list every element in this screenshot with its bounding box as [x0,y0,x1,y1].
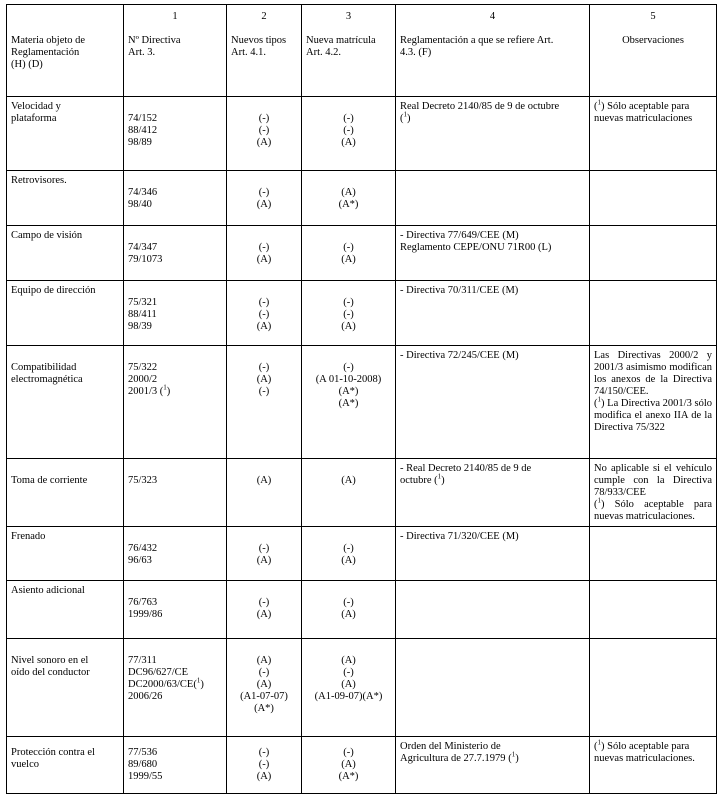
col-number: 1 [172,11,178,22]
matricula-line: (A) [341,137,356,148]
matricula-line: (-) [343,667,354,678]
matricula-line: (A*) [338,199,359,210]
matricula-line: (-) [343,113,354,124]
nuevos-line: (A) [256,254,272,265]
nuevos-tipos-cell [227,226,302,281]
directiva-cell [124,171,227,226]
directiva-cell [124,581,227,639]
observaciones-cell [590,527,717,581]
matricula-line: (-) [343,597,354,608]
nuevos-line: (-) [258,242,270,253]
reglamentacion-line: Agricultura de 27.7.1979 ($^1$) [400,750,519,764]
nuevos-line: (-) [258,386,270,397]
matricula-line: (-) [343,543,354,554]
col-number: 3 [345,11,352,22]
nuevos-line: (A1-07-07)(A*) [240,691,288,714]
nuevos-tipos-cell [227,281,302,346]
matricula-line: (A) [341,475,356,486]
table-row [7,346,717,459]
nueva-matricula-cell [302,346,396,459]
materia-cell [7,459,124,527]
nuevos-tipos-cell [227,171,302,226]
reglamentacion-cell [396,581,590,639]
directiva-cell [124,226,227,281]
header-directiva: 1 Nº Directiva Art. 3. [124,5,227,97]
observaciones-line: ($^1$) Sólo aceptable para [594,98,690,112]
directivas-line: 88/412 [128,125,158,136]
reglamentacion-line: Real Decreto 2140/85 de 9 de octubre [400,101,560,112]
reglamentacion-cell [396,459,590,527]
directivas-line: 75/323 [128,475,158,486]
nueva-matricula-cell [302,527,396,581]
materia-cell [7,581,124,639]
matricula-line: (A) [341,555,356,566]
materia-cell [7,281,124,346]
directiva-cell [124,527,227,581]
nuevos-tipos-cell [227,581,302,639]
table-row [7,226,717,281]
matricula-line: (A) [341,321,356,332]
header-nueva-matricula: 3 Nueva matrícula Art. 4.2. [302,5,396,97]
directivas-line: 98/39 [128,321,152,332]
materia-line: vuelco [11,759,39,770]
table-row [7,737,717,794]
matricula-line: (-) [343,362,354,373]
reglamentacion-cell [396,527,590,581]
observaciones-line: No aplicable si el vehículo cumple con la Directiva 78/933/CEE [594,463,712,498]
header-reglamentacion: 4 Reglamentación a que se refiere Art. 4.3. (F) [396,5,590,97]
directivas-line: 2006/26 [128,691,163,702]
directivas-line: 76/763 [128,597,158,608]
observaciones-line: nuevas matriculaciones [594,113,693,124]
observaciones-cell [590,581,717,639]
matricula-line: (A) [341,254,356,265]
materia-line: Compatibilidad [11,362,77,373]
nuevos-line: (A) [256,475,272,486]
nueva-matricula-cell [302,737,396,794]
table-body [7,97,717,794]
reglamentacion-line: octubre ($^1$) [400,472,445,486]
nuevos-line: (A) [256,374,272,385]
materia-line: Toma de corriente [11,475,88,486]
matricula-line: (-) [343,125,354,136]
matricula-line: (A*) [338,398,359,409]
nueva-matricula-cell [302,171,396,226]
matricula-line: (A 01-10-2008)(A*) [315,374,382,397]
directivas-line: 89/680 [128,759,158,770]
nuevos-tipos-cell [227,527,302,581]
matricula-line: (A) [341,679,356,690]
nuevos-line: (A) [256,321,272,332]
nuevos-line: (A) [256,609,272,620]
reglamentacion-line: - Directiva 70/311/CEE (M) [400,285,519,296]
directivas-line: 76/432 [128,543,158,554]
directivas-line: 98/89 [128,137,152,148]
nuevos-tipos-cell [227,639,302,737]
matricula-line: (-) [343,309,354,320]
reglamentacion-line: - Directiva 72/245/CEE (M) [400,350,519,361]
matricula-line: (A) [341,187,356,198]
nuevos-line: (-) [258,759,270,770]
matricula-line: (-) [343,747,354,758]
directivas-line: DC2000/63/CE($^1$) [128,676,204,690]
observaciones-cell [590,737,717,794]
nuevos-line: (-) [258,543,270,554]
reglamentacion-line: - Directiva 71/320/CEE (M) [400,531,519,542]
table-row [7,171,717,226]
reglamentacion-cell [396,281,590,346]
directivas-line: 75/322 [128,362,158,373]
matricula-line: (A) [341,609,356,620]
col-number: 2 [261,11,267,22]
materia-line: electromagnética [11,374,83,385]
nueva-matricula-cell [302,459,396,527]
nuevos-line: (A) [256,137,272,148]
matricula-line: (-) [343,242,354,253]
materia-line: Protección contra el [11,747,95,758]
reglamentacion-line: Reglamento CEPE/ONU 71R00 (L) [400,242,552,253]
matricula-line: (A) [341,759,356,770]
reglamentacion-cell [396,737,590,794]
header-materia: Materia objeto de Reglamentación (H) (D) [7,5,124,97]
nuevos-tipos-cell [227,97,302,171]
materia-cell [7,171,124,226]
reglamentacion-cell [396,171,590,226]
matricula-line: (A) [341,655,356,666]
directiva-cell [124,459,227,527]
materia-line: Velocidad y [11,101,61,112]
nuevos-line: (-) [258,597,270,608]
regulation-table [6,4,717,794]
nuevos-tipos-cell [227,459,302,527]
materia-cell [7,639,124,737]
materia-cell [7,226,124,281]
materia-line: oído del conductor [11,667,90,678]
directivas-line: 2000/2 [128,374,158,385]
materia-cell [7,97,124,171]
observaciones-line: Las Directivas 2000/2 y 2001/3 asimismo modifican los anexos de la Directiva 74/150/CEE. [594,350,712,397]
col-number: 4 [489,11,496,22]
materia-line: Asiento adicional [11,585,85,596]
directivas-line: 74/347 [128,242,158,253]
observaciones-cell [590,459,717,527]
matricula-line: (A1-09-07)(A*) [314,691,383,702]
reglamentacion-cell [396,226,590,281]
nuevos-tipos-cell [227,737,302,794]
materia-line: Frenado [11,531,46,542]
materia-line: plataforma [11,113,57,124]
reglamentacion-cell [396,346,590,459]
nuevos-line: (-) [258,362,270,373]
directivas-line: 96/63 [128,555,152,566]
directiva-cell [124,97,227,171]
directivas-line: 2001/3 ($^1$) [128,383,171,397]
nueva-matricula-cell [302,639,396,737]
directiva-cell [124,281,227,346]
nuevos-line: (A) [256,555,272,566]
reglamentacion-cell [396,97,590,171]
reglamentacion-line: - Real Decreto 2140/85 de 9 de [400,463,532,474]
directivas-line: 77/536 [128,747,158,758]
reglamentacion-line: ($^1$) [400,110,411,124]
matricula-line: (A*) [338,771,359,782]
nueva-matricula-cell [302,97,396,171]
nuevos-line: (A) [256,199,272,210]
observaciones-line: ($^1$) Sólo aceptable para nuevas matriculaciones. [594,496,712,522]
directivas-line: 79/1073 [128,254,163,265]
directivas-line: 88/411 [128,309,157,320]
observaciones-line: nuevas matriculaciones. [594,753,695,764]
nuevos-line: (-) [258,667,270,678]
materia-line: Retrovisores. [11,175,67,186]
reglamentacion-line: - Directiva 77/649/CEE (M) [400,230,519,241]
materia-cell [7,737,124,794]
nueva-matricula-cell [302,581,396,639]
table-row [7,639,717,737]
nueva-matricula-cell [302,226,396,281]
nuevos-line: (-) [258,187,270,198]
nuevos-line: (A) [256,655,272,666]
nuevos-line: (A) [256,771,272,782]
header-observaciones: 5 Observaciones [590,5,717,97]
observaciones-cell [590,639,717,737]
materia-line: Nivel sonoro en el [11,655,89,666]
nuevos-line: (-) [258,125,270,136]
matricula-line: (-) [343,297,354,308]
nuevos-line: (-) [258,309,270,320]
header-nuevos-tipos: 2 Nuevos tipos Art. 4.1. [227,5,302,97]
materia-cell [7,346,124,459]
directivas-line: 98/40 [128,199,152,210]
directiva-cell [124,737,227,794]
materia-line: Equipo de dirección [11,285,96,296]
directiva-cell [124,639,227,737]
materia-line: Campo de visión [11,230,83,241]
table-row [7,459,717,527]
reglamentacion-cell [396,639,590,737]
directiva-cell [124,346,227,459]
table-row [7,581,717,639]
table-row [7,97,717,171]
table-row [7,527,717,581]
directivas-line: 74/152 [128,113,158,124]
directivas-line: 1999/55 [128,771,163,782]
nuevos-line: (-) [258,747,270,758]
table-row [7,281,717,346]
observaciones-line: ($^1$) La Directiva 2001/3 sólo modifica el anexo IIA de la Directiva 75/322 [594,395,712,433]
nuevos-line: (A) [256,679,272,690]
materia-cell [7,527,124,581]
observaciones-cell [590,97,717,171]
directivas-line: DC96/627/CE [128,667,189,678]
nuevos-line: (-) [258,113,270,124]
observaciones-cell [590,226,717,281]
directivas-line: 77/311 [128,655,157,666]
directivas-line: 1999/86 [128,609,163,620]
header-row [7,5,717,97]
col-number: 5 [650,11,656,22]
observaciones-cell [590,171,717,226]
reglamentacion-line: Orden del Ministerio de [400,741,501,752]
observaciones-cell [590,346,717,459]
observaciones-line: ($^1$) Sólo aceptable para [594,738,690,752]
directivas-line: 75/321 [128,297,158,308]
nueva-matricula-cell [302,281,396,346]
nuevos-tipos-cell [227,346,302,459]
directivas-line: 74/346 [128,187,158,198]
observaciones-cell [590,281,717,346]
nuevos-line: (-) [258,297,270,308]
